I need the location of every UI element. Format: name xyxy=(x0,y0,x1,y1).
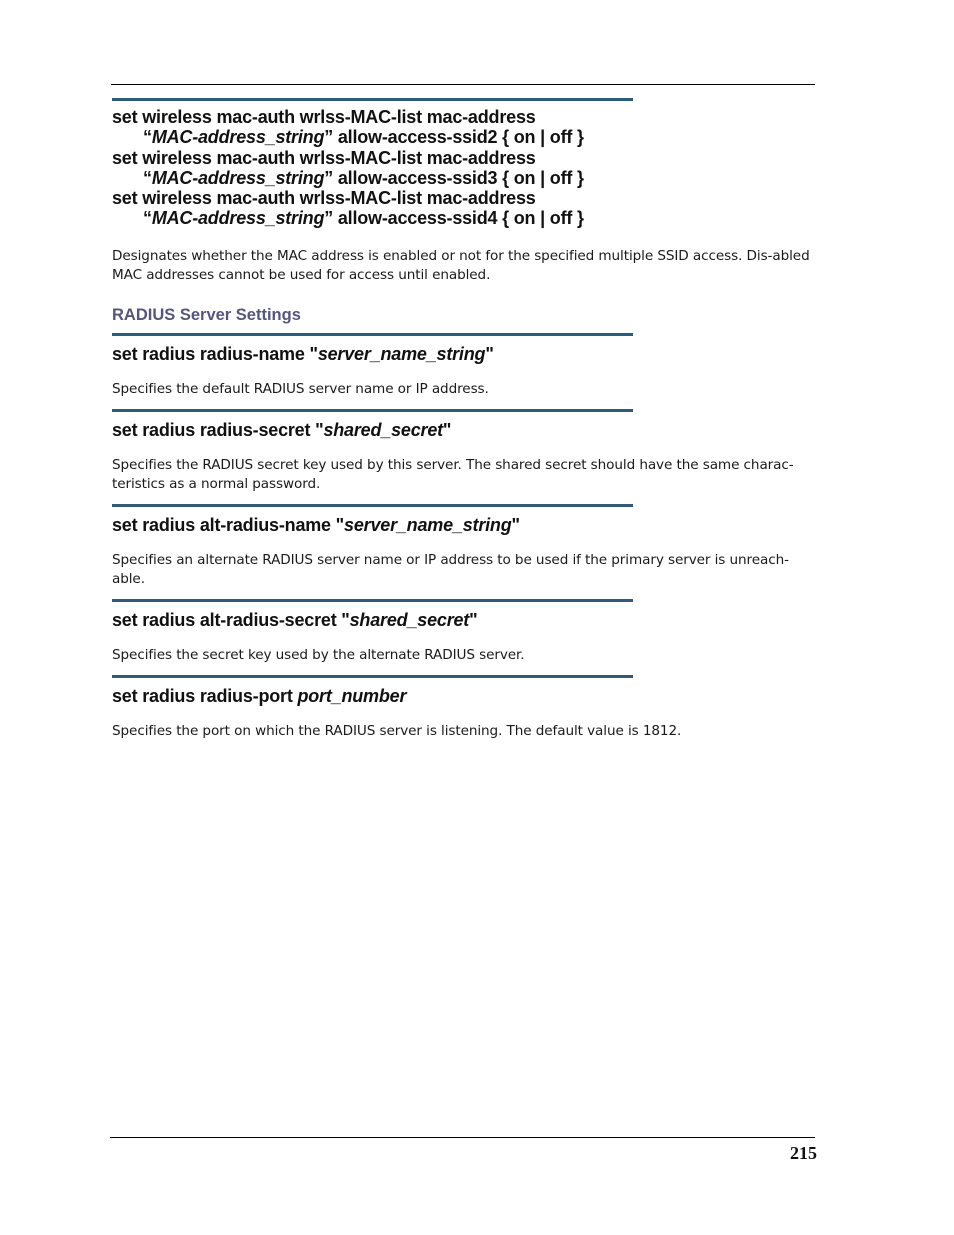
command-prefix: set radius radius-secret " xyxy=(112,419,324,440)
mac-command-group xyxy=(112,107,812,229)
command-rest: ” allow-access-ssid3 { on | off } xyxy=(324,167,584,188)
command-suffix: " xyxy=(485,343,494,364)
command-parameter: shared_secret xyxy=(323,419,443,440)
quote-open: “ xyxy=(143,208,152,229)
command-line-continued xyxy=(112,127,812,147)
command-parameter: MAC-address_string xyxy=(151,208,325,229)
command-parameter: server_name_string xyxy=(317,343,486,364)
radius-name-command xyxy=(112,343,812,365)
radius-secret-command xyxy=(112,419,812,441)
command-prefix: set radius radius-name " xyxy=(112,343,318,364)
command-parameter: shared_secret xyxy=(349,609,470,630)
header-rule xyxy=(111,84,815,85)
alt-radius-secret-description: Specifies the secret key used by the alternate RADIUS server. xyxy=(112,646,525,663)
command-parameter: MAC-address_string xyxy=(151,127,325,148)
command-line: set wireless mac-auth wrlss-MAC-list mac-address xyxy=(112,188,536,209)
command-rule xyxy=(112,98,633,101)
page-content xyxy=(112,98,812,741)
command-suffix: " xyxy=(469,609,478,630)
quote-open: “ xyxy=(143,167,152,188)
command-line-continued xyxy=(112,168,812,188)
command-rest: ” allow-access-ssid2 { on | off } xyxy=(324,127,584,148)
radius-secret-description: Specifies the RADIUS secret key used by this server. The shared secret should have the same charac-teristics as a normal password. xyxy=(112,456,794,492)
alt-radius-name-description: Specifies an alternate RADIUS server name or IP address to be used if the primary server is unreach-able. xyxy=(112,551,789,587)
command-rule xyxy=(112,504,633,507)
command-suffix: " xyxy=(511,514,520,535)
command-suffix: " xyxy=(442,419,452,440)
command-line: set wireless mac-auth wrlss-MAC-list mac-address xyxy=(112,107,536,127)
quote-open: “ xyxy=(143,127,152,148)
radius-name-description: Specifies the default RADIUS server name or IP address. xyxy=(112,380,489,397)
alt-radius-secret-command xyxy=(112,609,812,631)
command-rule xyxy=(112,333,633,336)
command-prefix: set radius alt-radius-secret " xyxy=(112,609,350,630)
command-prefix: set radius alt-radius-name " xyxy=(112,514,345,535)
section-heading: RADIUS Server Settings xyxy=(112,305,301,324)
command-prefix: set radius radius-port xyxy=(112,685,298,706)
command-rule xyxy=(112,409,633,412)
footer-rule xyxy=(110,1137,815,1138)
command-parameter: MAC-address_string xyxy=(151,167,325,188)
command-rest: ” allow-access-ssid4 { on | off } xyxy=(324,208,584,229)
alt-radius-name-command xyxy=(112,514,812,536)
command-line: set wireless mac-auth wrlss-MAC-list mac-address xyxy=(112,147,536,168)
command-parameter: port_number xyxy=(297,685,407,706)
radius-port-description: Specifies the port on which the RADIUS server is listening. The default value is 1812. xyxy=(112,722,682,739)
page-number: 215 xyxy=(790,1143,817,1163)
mac-description: Designates whether the MAC address is enabled or not for the specified multiple SSID access. Dis-abled MAC addresses cannot be used for access until enabled. xyxy=(112,247,810,283)
radius-port-command xyxy=(112,685,812,707)
command-rule xyxy=(112,599,633,602)
command-parameter: server_name_string xyxy=(344,514,512,535)
command-line-continued xyxy=(112,208,812,228)
command-rule xyxy=(112,675,633,678)
